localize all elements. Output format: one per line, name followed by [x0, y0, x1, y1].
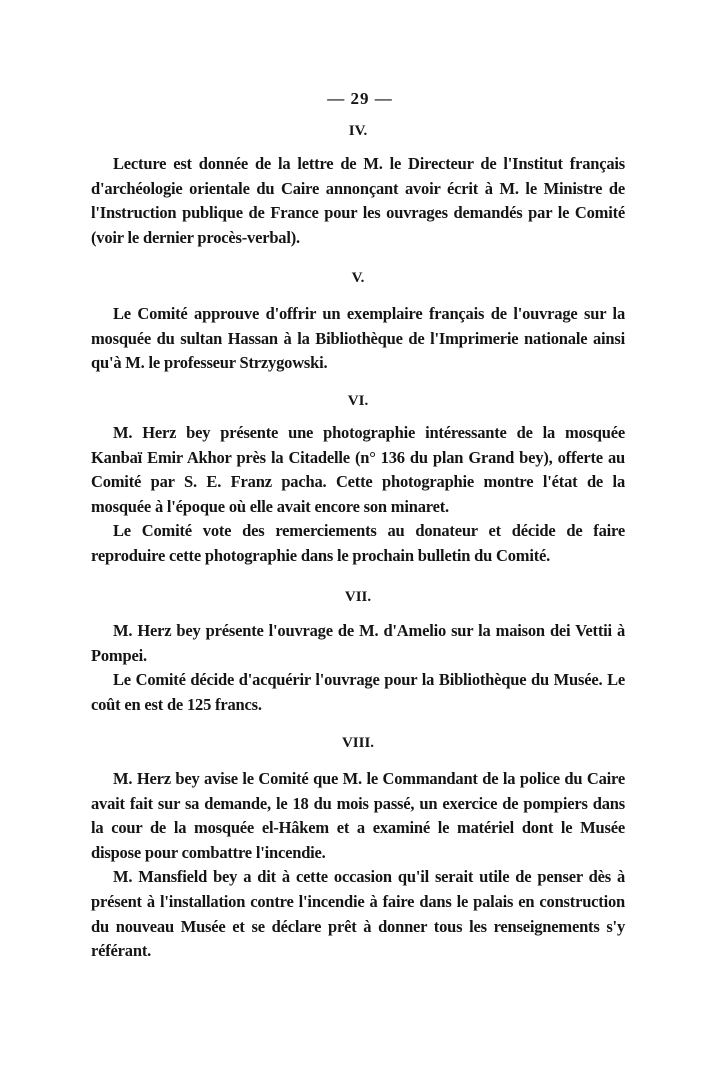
section-heading: IV.: [348, 123, 368, 139]
section-heading: VIII.: [341, 735, 375, 751]
paragraph: M. Mansfield bey a dit à cette occasion qu'il serait utile de penser dès à présent à l'installation contre l'incendie à faire dans le palais en construction du nouveau Musée et se déclare prêt à donner tous les renseignements s'y référant.: [91, 867, 625, 961]
paragraph: M. Herz bey présente une photographie intéressante de la mosquée Kanbaï Emir Akhor près la Citadelle (n° 136 du plan Grand bey), offerte au Comité par S. E. Franz pacha. Cette photographie montre l'état de la mosquée à l'époque où elle avait encore son minaret.: [91, 423, 625, 516]
section-vi: [91, 389, 625, 569]
section-vii: [91, 585, 625, 717]
section-v: [91, 266, 625, 376]
section-heading: V.: [351, 270, 365, 286]
section-heading: VII.: [344, 589, 372, 605]
section-heading: VI.: [347, 393, 369, 409]
paragraph: Le Comité vote des remerciements au donateur et décide de faire reproduire cette photographie dans le prochain bulletin du Comité.: [91, 521, 625, 565]
section-viii: [91, 731, 625, 964]
paragraph: Le Comité décide d'acquérir l'ouvrage pour la Bibliothèque du Musée. Le coût en est de 125 francs.: [91, 670, 625, 714]
paragraph: M. Herz bey avise le Comité que M. le Commandant de la police du Caire avait fait sur sa demande, le 18 du mois passé, un exercice de pompiers dans la cour de la mosquée el-Hâkem et a examiné le matériel dont le Musée dispose pour combattre l'incendie.: [91, 769, 625, 862]
paragraph: M. Herz bey présente l'ouvrage de M. d'Amelio sur la maison dei Vettii à Pompei.: [91, 621, 625, 665]
section-iv: [91, 119, 625, 250]
page-number: — 29 —: [327, 89, 393, 108]
paragraph: Le Comité approuve d'offrir un exemplaire français de l'ouvrage sur la mosquée du sultan Hassan à la Bibliothèque de l'Imprimerie nationale ainsi qu'à M. le professeur Strzygowski.: [91, 304, 625, 373]
paragraph: Lecture est donnée de la lettre de M. le Directeur de l'Institut français d'archéologie orientale du Caire annonçant avoir écrit à M. le Ministre de l'Instruction publique de France pour les ouvrages demandés par le Comité (voir le dernier procès-verbal).: [91, 154, 625, 247]
